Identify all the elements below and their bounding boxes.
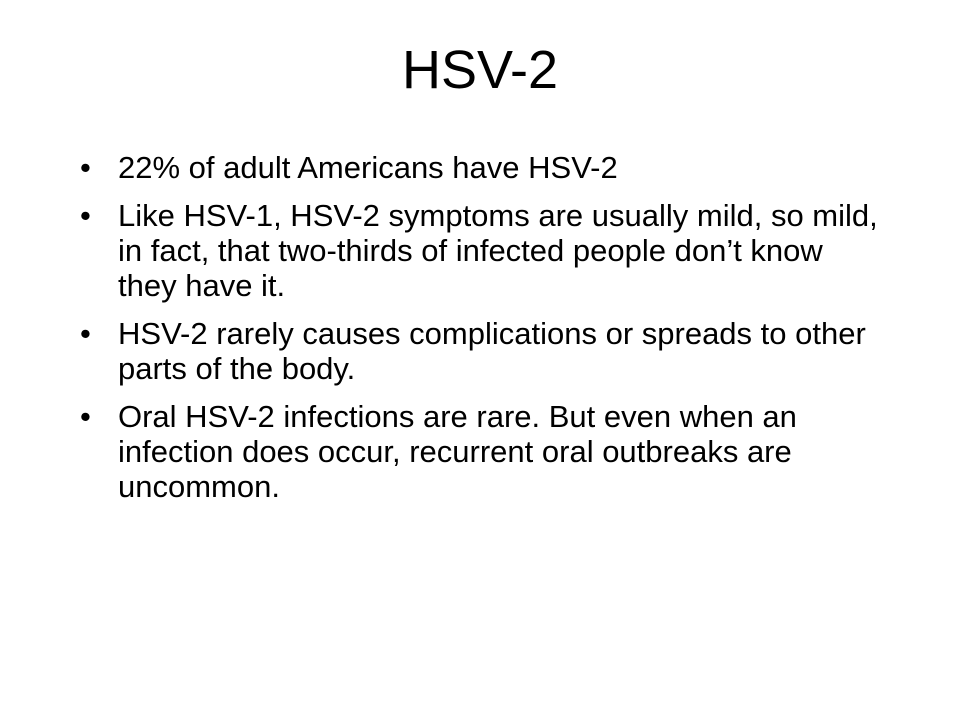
bullet-item xyxy=(80,198,880,303)
bullet-item xyxy=(80,316,880,386)
bullet-icon: • xyxy=(80,316,91,351)
slide-title: HSV-2 xyxy=(401,40,559,100)
bullet-list xyxy=(80,150,880,517)
bullet-text: HSV-2 rarely causes complications or spreads to other parts of the body. xyxy=(118,316,866,386)
bullet-icon: • xyxy=(80,150,91,185)
bullet-item xyxy=(80,150,880,185)
bullet-icon: • xyxy=(80,198,91,233)
bullet-text: Like HSV-1, HSV-2 symptoms are usually mild, so mild, in fact, that two-thirds of infected people don’t know they have it. xyxy=(118,198,878,303)
bullet-item xyxy=(80,399,880,504)
bullet-text: 22% of adult Americans have HSV-2 xyxy=(118,150,618,185)
bullet-icon: • xyxy=(80,399,91,434)
bullet-text: Oral HSV-2 infections are rare. But even when an infection does occur, recurrent oral outbreaks are uncommon. xyxy=(118,399,797,504)
